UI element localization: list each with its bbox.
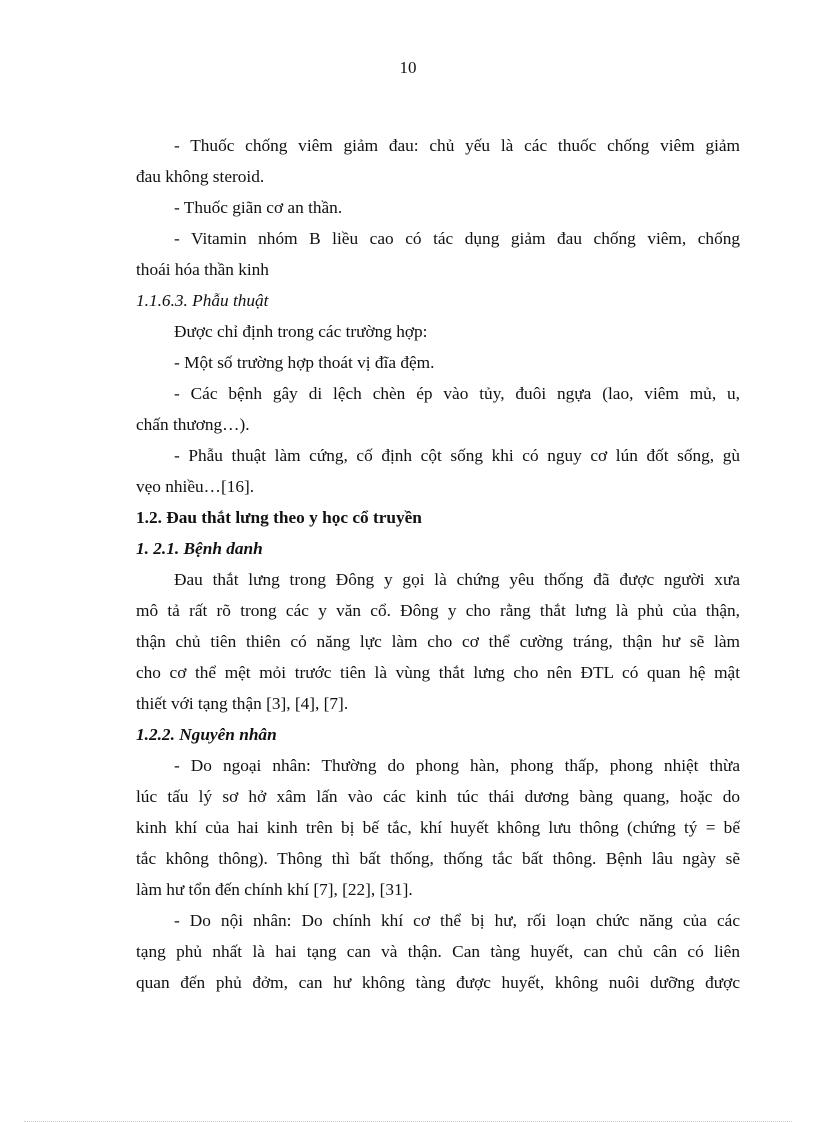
text-line: - Thuốc chống viêm giảm đau: chủ yếu là các thuốc chống viêm giảm <box>174 136 740 155</box>
text-line: vẹo nhiều…[16]. <box>136 477 255 496</box>
text-line: thận chủ tiên thiên có năng lực làm cho cơ thể cường tráng, thận hư sẽ làm <box>136 632 740 651</box>
text-line: - Do ngoại nhân: Thường do phong hàn, phong thấp, phong nhiệt thừa <box>174 756 740 775</box>
document-body <box>136 130 740 998</box>
page-bottom-divider <box>24 1121 792 1122</box>
text-line: - Thuốc giãn cơ an thần. <box>174 198 343 217</box>
text-line: tạng phủ nhất là hai tạng can và thận. Can tàng huyết, can chủ cân có liên <box>136 942 740 961</box>
text-line: cho cơ thể mệt mỏi trước tiên là vùng thắt lưng cho nên ĐTL có quan hệ mật <box>136 663 740 682</box>
section-heading: 1.1.6.3. Phẫu thuật <box>136 291 269 310</box>
text-line: kinh khí của hai kinh trên bị bế tắc, khí huyết không lưu thông (chứng tý = bế <box>136 818 740 837</box>
text-line: quan đến phủ đởm, can hư không tàng được huyết, không nuôi dưỡng được <box>136 973 740 992</box>
text-line: - Phẫu thuật làm cứng, cố định cột sống khi có nguy cơ lún đốt sống, gù <box>174 446 740 465</box>
text-line: thoái hóa thần kinh <box>136 260 269 279</box>
text-line: lúc tấu lý sơ hở xâm lấn vào các kinh túc thái dương bàng quang, hoặc do <box>136 787 740 806</box>
text-line: - Do nội nhân: Do chính khí cơ thể bị hư, rối loạn chức năng của các <box>174 911 740 930</box>
section-heading: 1. 2.1. Bệnh danh <box>136 539 263 558</box>
section-heading: 1.2. Đau thắt lưng theo y học cổ truyền <box>136 508 422 527</box>
text-line: tắc không thông). Thông thì bất thống, thống tắc bất thông. Bệnh lâu ngày sẽ <box>136 849 740 868</box>
text-line: - Các bệnh gây di lệch chèn ép vào tủy, đuôi ngựa (lao, viêm mủ, u, <box>174 384 740 403</box>
text-line: Được chỉ định trong các trường hợp: <box>174 322 428 341</box>
text-line: - Một số trường hợp thoát vị đĩa đệm. <box>174 353 435 372</box>
text-line: - Vitamin nhóm B liều cao có tác dụng giảm đau chống viêm, chống <box>174 229 740 248</box>
section-heading: 1.2.2. Nguyên nhân <box>136 725 277 744</box>
text-line: chấn thương…). <box>136 415 250 434</box>
text-line: đau không steroid. <box>136 167 265 186</box>
text-line: thiết với tạng thận [3], [4], [7]. <box>136 694 349 713</box>
page-number: 10 <box>399 58 417 77</box>
text-line: Đau thắt lưng trong Đông y gọi là chứng yêu thống đã được người xưa <box>174 570 740 589</box>
text-line: mô tả rất rõ trong các y văn cổ. Đông y cho rằng thắt lưng là phủ của thận, <box>136 601 740 620</box>
text-line: làm hư tổn đến chính khí [7], [22], [31]. <box>136 880 413 899</box>
